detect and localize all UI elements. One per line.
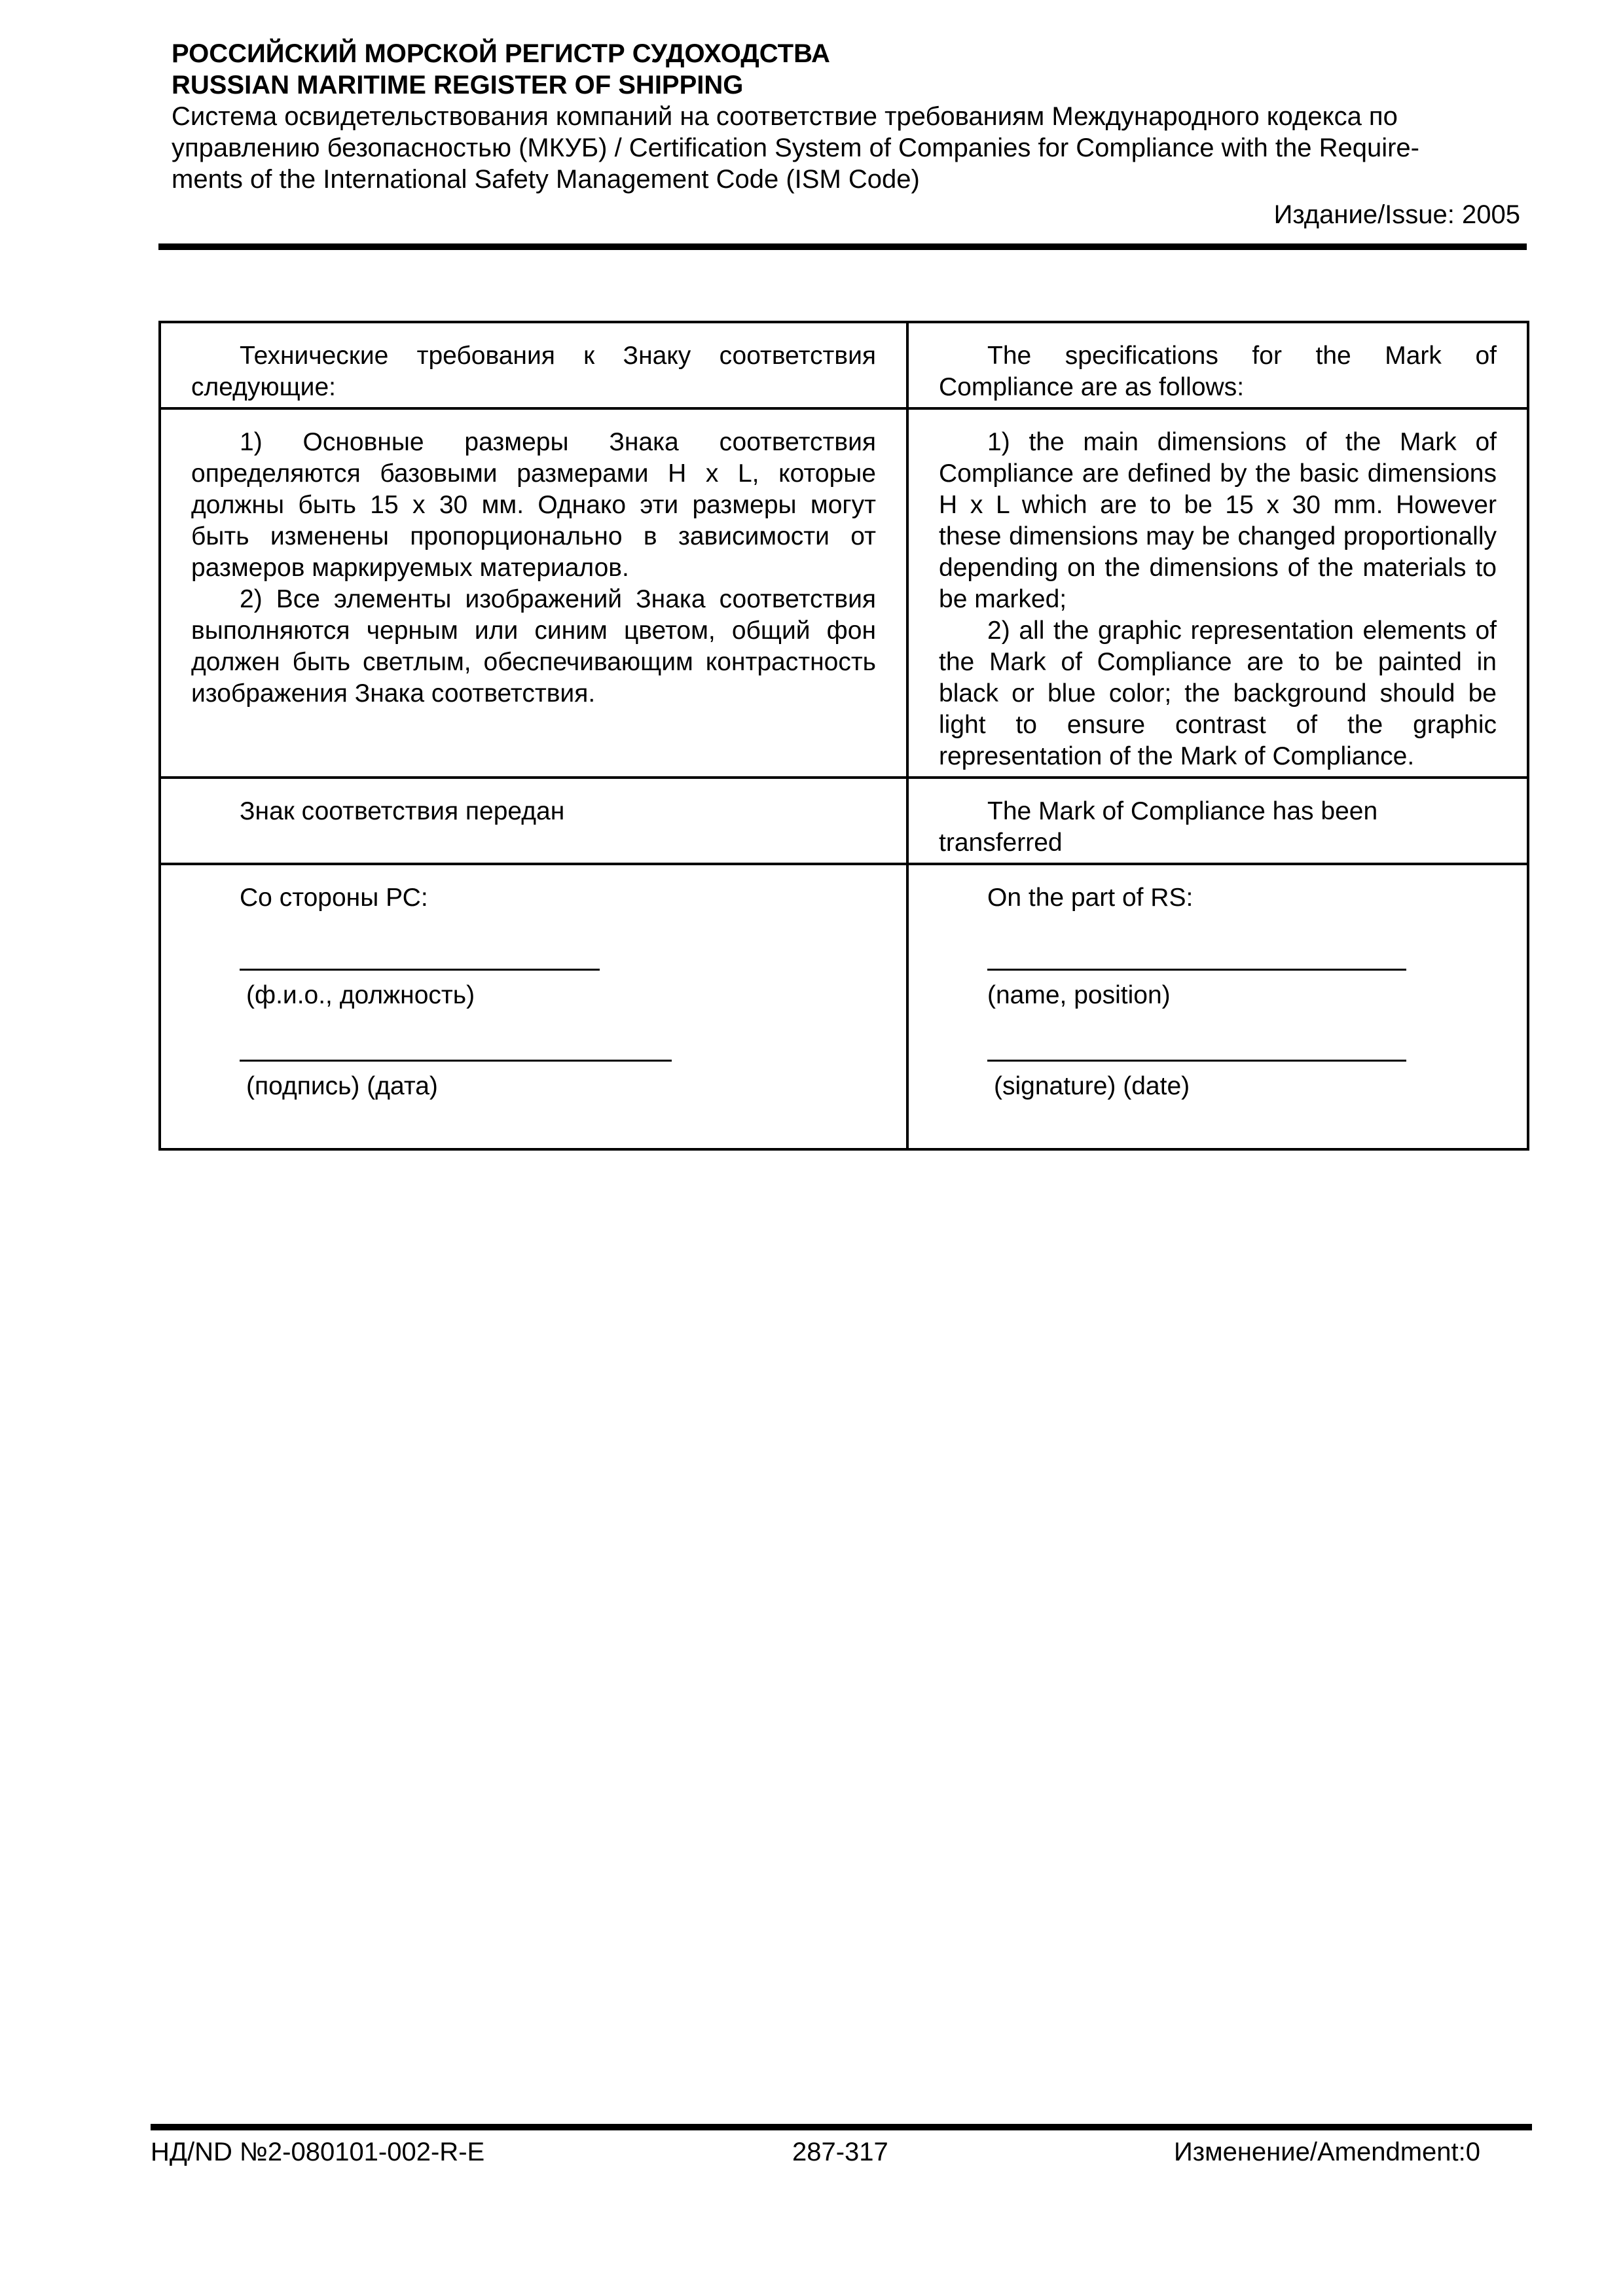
document-header [172, 38, 1520, 230]
register-name-en: RUSSIAN MARITIME REGISTER OF SHIPPING [172, 71, 744, 99]
table-row [160, 778, 1528, 864]
intro-en: The specifications for the Mark of Compliance are as follows: [939, 342, 1497, 401]
intro-ru-cell [160, 322, 907, 408]
requirements-ru-cell [160, 408, 907, 778]
system-title-line-1: Система освидетельствования компаний на соответствие требованиям Международного кодекса по [172, 102, 1398, 131]
name-line-ru[interactable] [240, 937, 600, 971]
requirement-ru-2: 2) Все элементы изображений Знака соответствия выполняются черным или синим цветом, общий фон должен быть светлым, обеспечивающим контрастность изображения Знака соответствия. [191, 585, 876, 708]
transfer-en: The Mark of Compliance has been transferred [939, 797, 1378, 857]
table-row [160, 408, 1528, 778]
requirement-en-2: 2) all the graphic representation elements of the Mark of Compliance are to be painted in black or blue color; the background should be light to ensure contrast of the graphic representation of the Mark of Compliance. [939, 617, 1497, 770]
signature-ru-cell [160, 864, 907, 1149]
signature-line-ru[interactable] [240, 1028, 672, 1062]
intro-ru: Технические требования к Знаку соответствия следующие: [191, 342, 876, 401]
system-title-line-3: ments of the International Safety Management Code (ISM Code) [172, 165, 920, 194]
signature-caption-ru: (подпись) (дата) [246, 1072, 438, 1100]
name-caption-ru: (ф.и.о., должность) [246, 981, 475, 1009]
transfer-ru: Знак соответствия передан [240, 797, 565, 825]
table-row [160, 322, 1528, 408]
signature-en-cell [907, 864, 1528, 1149]
amendment-label: Изменение/Amendment:0 [1174, 2138, 1480, 2166]
issue-label: Издание/Issue: 2005 [1273, 200, 1520, 229]
mark-of-compliance-table [158, 321, 1529, 1151]
page-range: 287-317 [792, 2138, 888, 2166]
footer-divider [151, 2124, 1532, 2130]
requirements-en-cell [907, 408, 1528, 778]
requirement-en-1: 1) the main dimensions of the Mark of Compliance are defined by the basic dimensions H x L which are to be 15 x 30 mm. However these dimensions may be changed proportionally depending on the dimensions of the materials to be marked; [939, 428, 1497, 613]
transfer-en-cell [907, 778, 1528, 864]
system-title-line-2: управлению безопасностью (МКУБ) / Certification System of Companies for Compliance with the Require- [172, 134, 1419, 162]
transfer-ru-cell [160, 778, 907, 864]
header-divider [158, 243, 1527, 250]
signature-caption-en: (signature) (date) [994, 1072, 1190, 1100]
name-caption-en: (name, position) [987, 981, 1171, 1009]
party-ru: Со стороны РС: [240, 884, 428, 912]
requirement-ru-1: 1) Основные размеры Знака соответствия определяются базовыми размерами H x L, которые должны быть 15 x 30 мм. Однако эти размеры могут быть изменены пропорционально в зависимости от размеров маркируемых материалов. [191, 428, 876, 582]
party-en: On the part of RS: [987, 884, 1194, 912]
document-number: НД/ND №2-080101-002-R-E [151, 2138, 485, 2166]
name-line-en[interactable] [987, 937, 1406, 971]
table-row [160, 864, 1528, 1149]
signature-line-en[interactable] [987, 1028, 1406, 1062]
intro-en-cell [907, 322, 1528, 408]
register-name-ru: РОССИЙСКИЙ МОРСКОЙ РЕГИСТР СУДОХОДСТВА [172, 39, 830, 68]
